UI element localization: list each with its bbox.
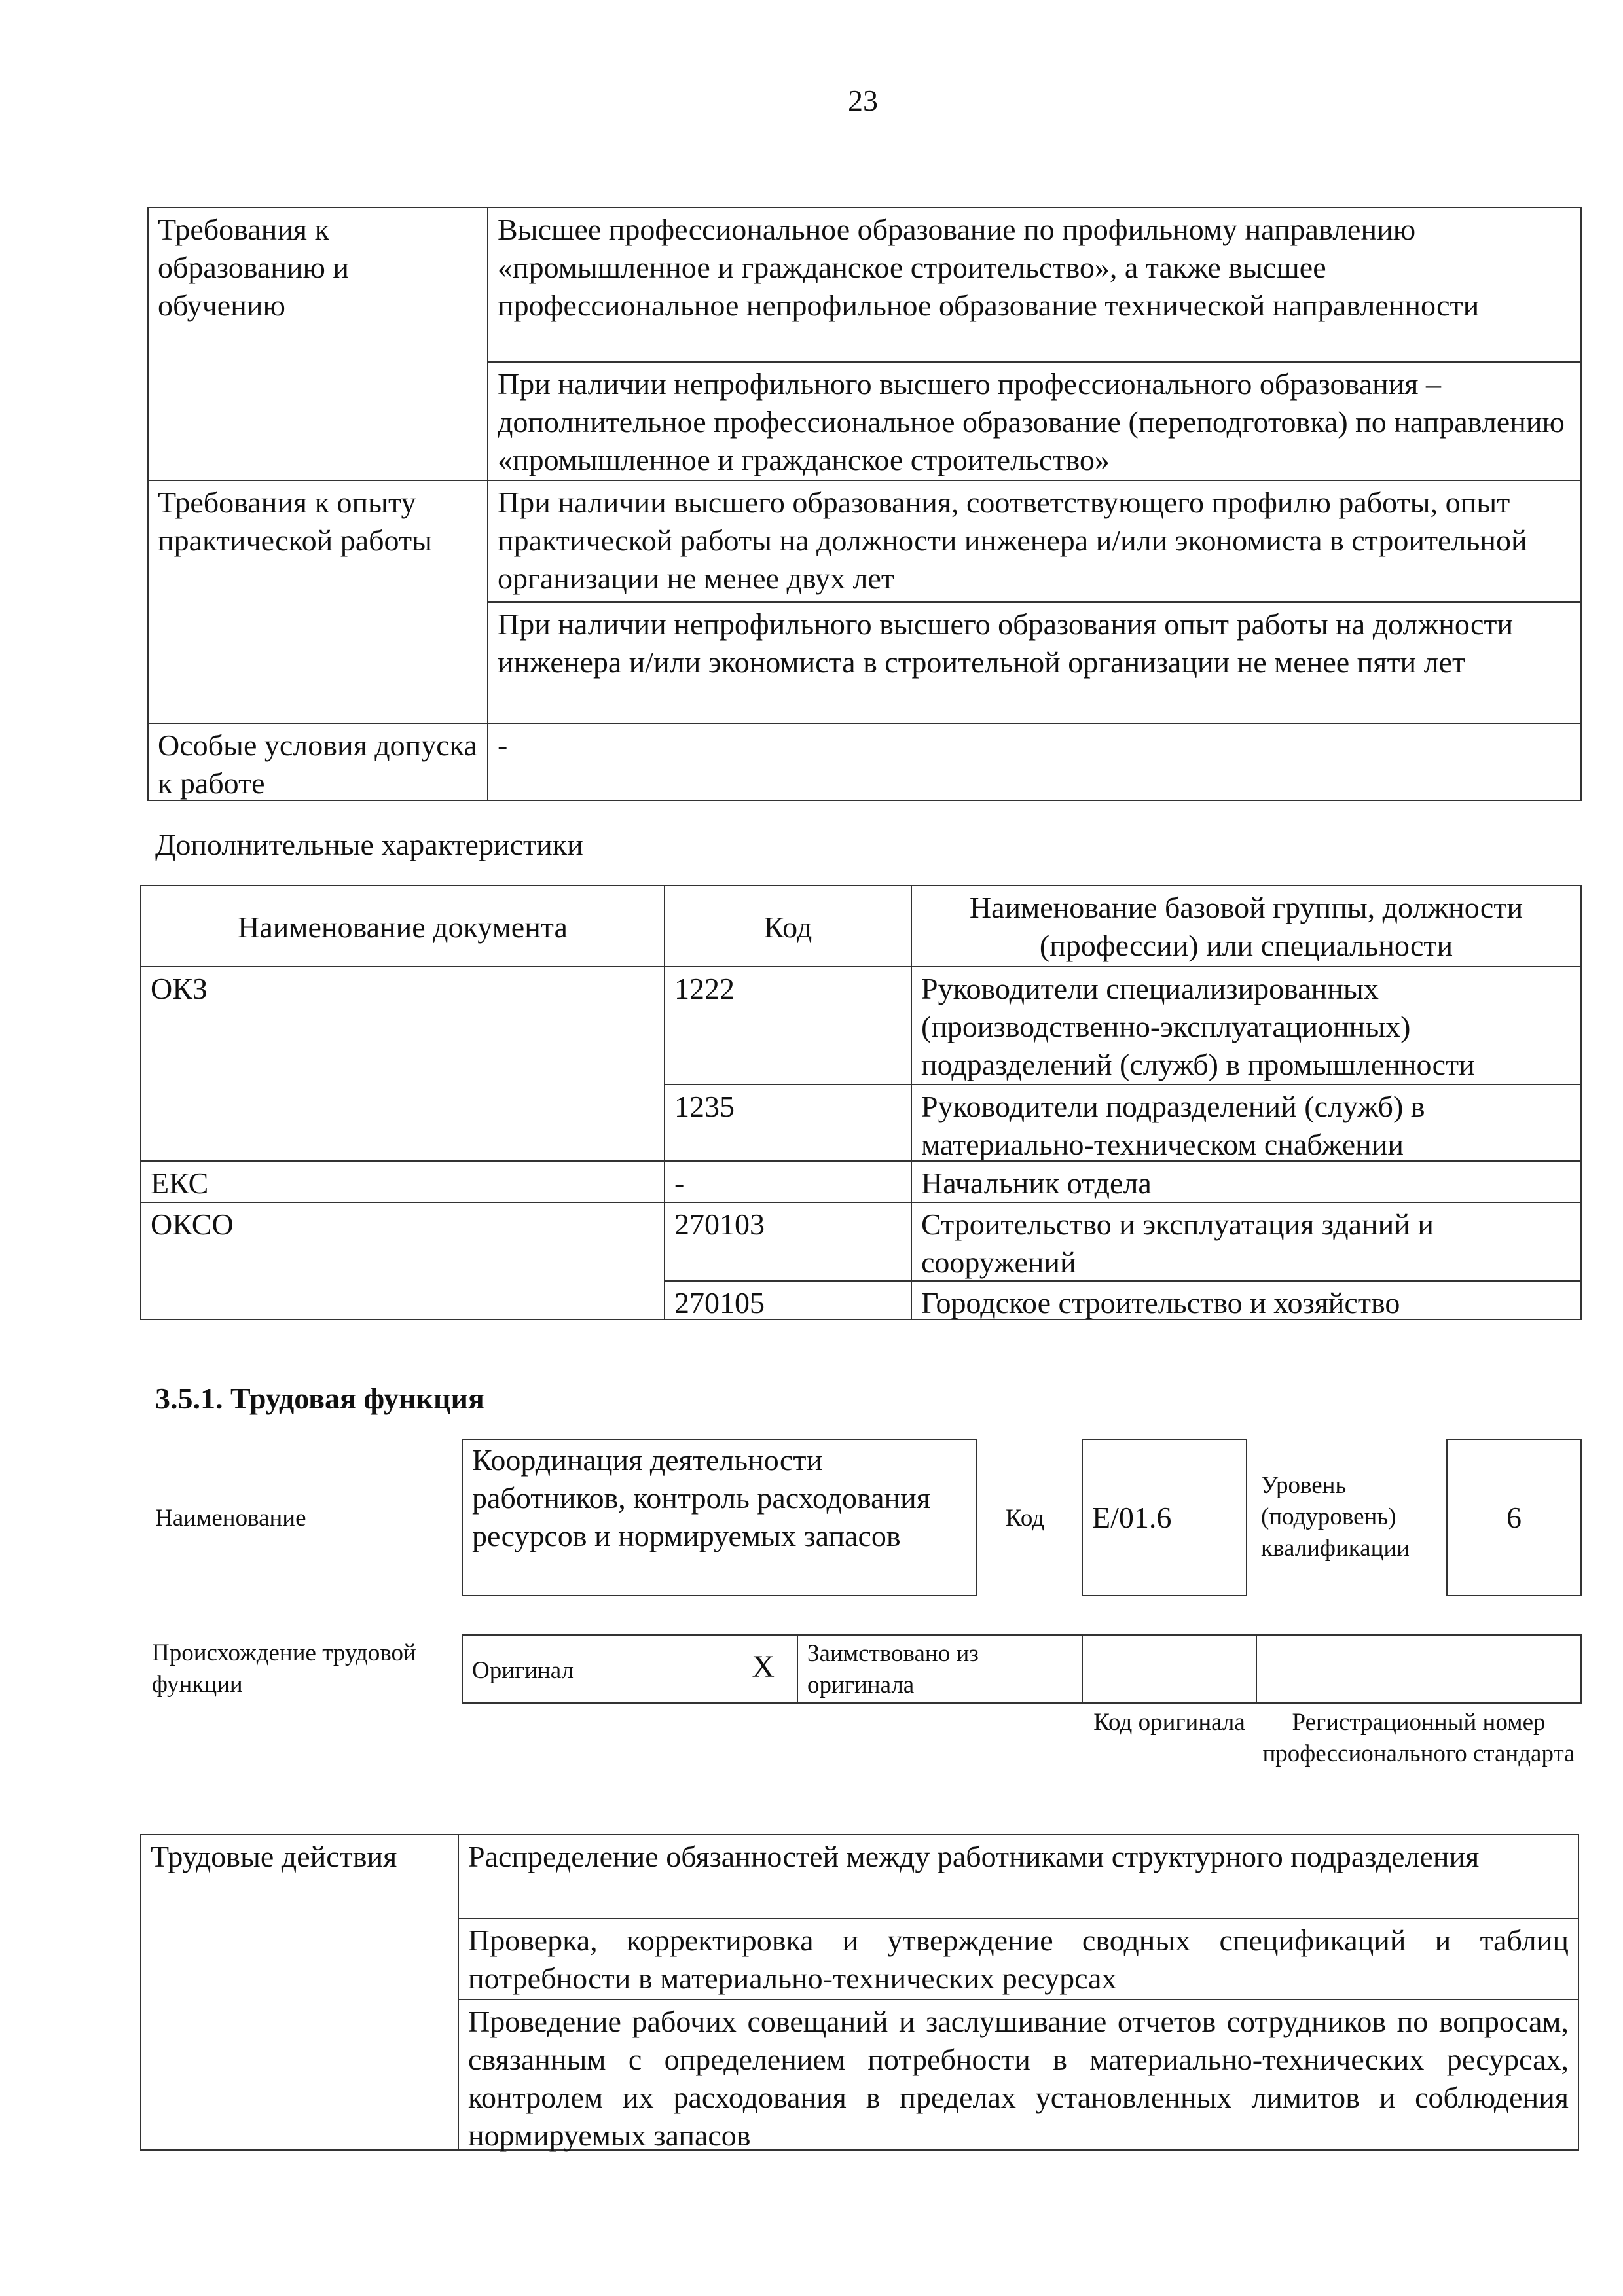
special-conditions-label: Особые условия допуска к работе [147,723,488,801]
original-label: Оригинал [472,1657,574,1684]
original-cell [462,1634,798,1704]
row-name: Начальник отдела [911,1160,1582,1203]
experience-label: Требования к опыту практической работы [147,480,488,724]
row-name: Строительство и эксплуатация зданий и сооружений [911,1202,1582,1282]
level-label: Уровень (подуровень) квалификации [1261,1472,1410,1562]
row-name: Руководители подразделений (служб) в материально-техническом снабжении [911,1084,1582,1162]
experience-req-1: При наличии высшего образования, соответствующего профилю работы, опыт практической работы на должности инженера и/или экономиста в строительной организации не менее двух лет [487,480,1582,603]
labor-action-item: Распределение обязанностей между работниками структурного подразделения [458,1834,1579,1919]
labor-actions-label: Трудовые действия [140,1834,459,2151]
header-code: Код [664,885,912,967]
original-code-cell [1082,1634,1257,1704]
page-number: 23 [848,84,878,117]
row-code: 1235 [664,1084,912,1162]
row-code: - [664,1160,912,1203]
function-code: E/01.6 [1082,1439,1247,1596]
row-doc: ЕКС [140,1160,665,1203]
extra-characteristics-title: Дополнительные характеристики [155,828,583,861]
original-code-caption: Код оригинала [1093,1709,1245,1736]
special-conditions-value: - [487,723,1582,801]
code-label: Код [1006,1505,1045,1532]
name-label: Наименование [155,1505,306,1532]
registration-number-caption: Регистрационный номер профессионального стандарта [1262,1709,1575,1767]
education-req-2: При наличии непрофильного высшего профессионального образования – дополнительное профессиональное образование (переподготовка) по направлению «промышленное и гражданское строительство» [487,361,1582,481]
row-code: 1222 [664,966,912,1085]
qualification-level: 6 [1446,1439,1582,1596]
row-name: Городское строительство и хозяйство [911,1280,1582,1320]
education-label: Требования к образованию и обучению [147,207,488,481]
original-checkmark: X [752,1649,775,1684]
row-name: Руководители специализированных (производственно-эксплуатационных) подразделений (служб) в промышленности [911,966,1582,1085]
borrowed-cell: Заимствовано из оригинала [797,1634,1083,1704]
registration-number-cell [1256,1634,1582,1704]
row-doc: ОКСО [140,1202,665,1320]
origin-label: Происхождение трудовой функции [152,1640,416,1698]
header-name: Наименование базовой группы, должности (профессии) или специальности [911,885,1582,967]
row-doc: ОКЗ [140,966,665,1162]
experience-req-2: При наличии непрофильного высшего образования опыт работы на должности инженера и/или экономиста в строительной организации не менее пяти лет [487,601,1582,724]
function-name: Координация деятельности работников, контроль расходования ресурсов и нормируемых запасов [462,1439,977,1596]
row-code: 270105 [664,1280,912,1320]
labor-action-item: Проверка, корректировка и утверждение сводных спецификаций и таблиц потребности в материально-технических ресурсах [458,1918,1579,2000]
labor-action-item: Проведение рабочих совещаний и заслушивание отчетов сотрудников по вопросам, связанным с определением потребности в материально-технических ресурсах, контролем их расходования в пределах установленных лимитов и соблюдения нормируемых запасов [458,1999,1579,2151]
row-code: 270103 [664,1202,912,1282]
header-document: Наименование документа [140,885,665,967]
section-heading: 3.5.1. Трудовая функция [155,1382,484,1415]
education-req-1: Высшее профессиональное образование по профильному направлению «промышленное и гражданское строительство», а также высшее профессиональное непрофильное образование технической направленности [487,207,1582,363]
